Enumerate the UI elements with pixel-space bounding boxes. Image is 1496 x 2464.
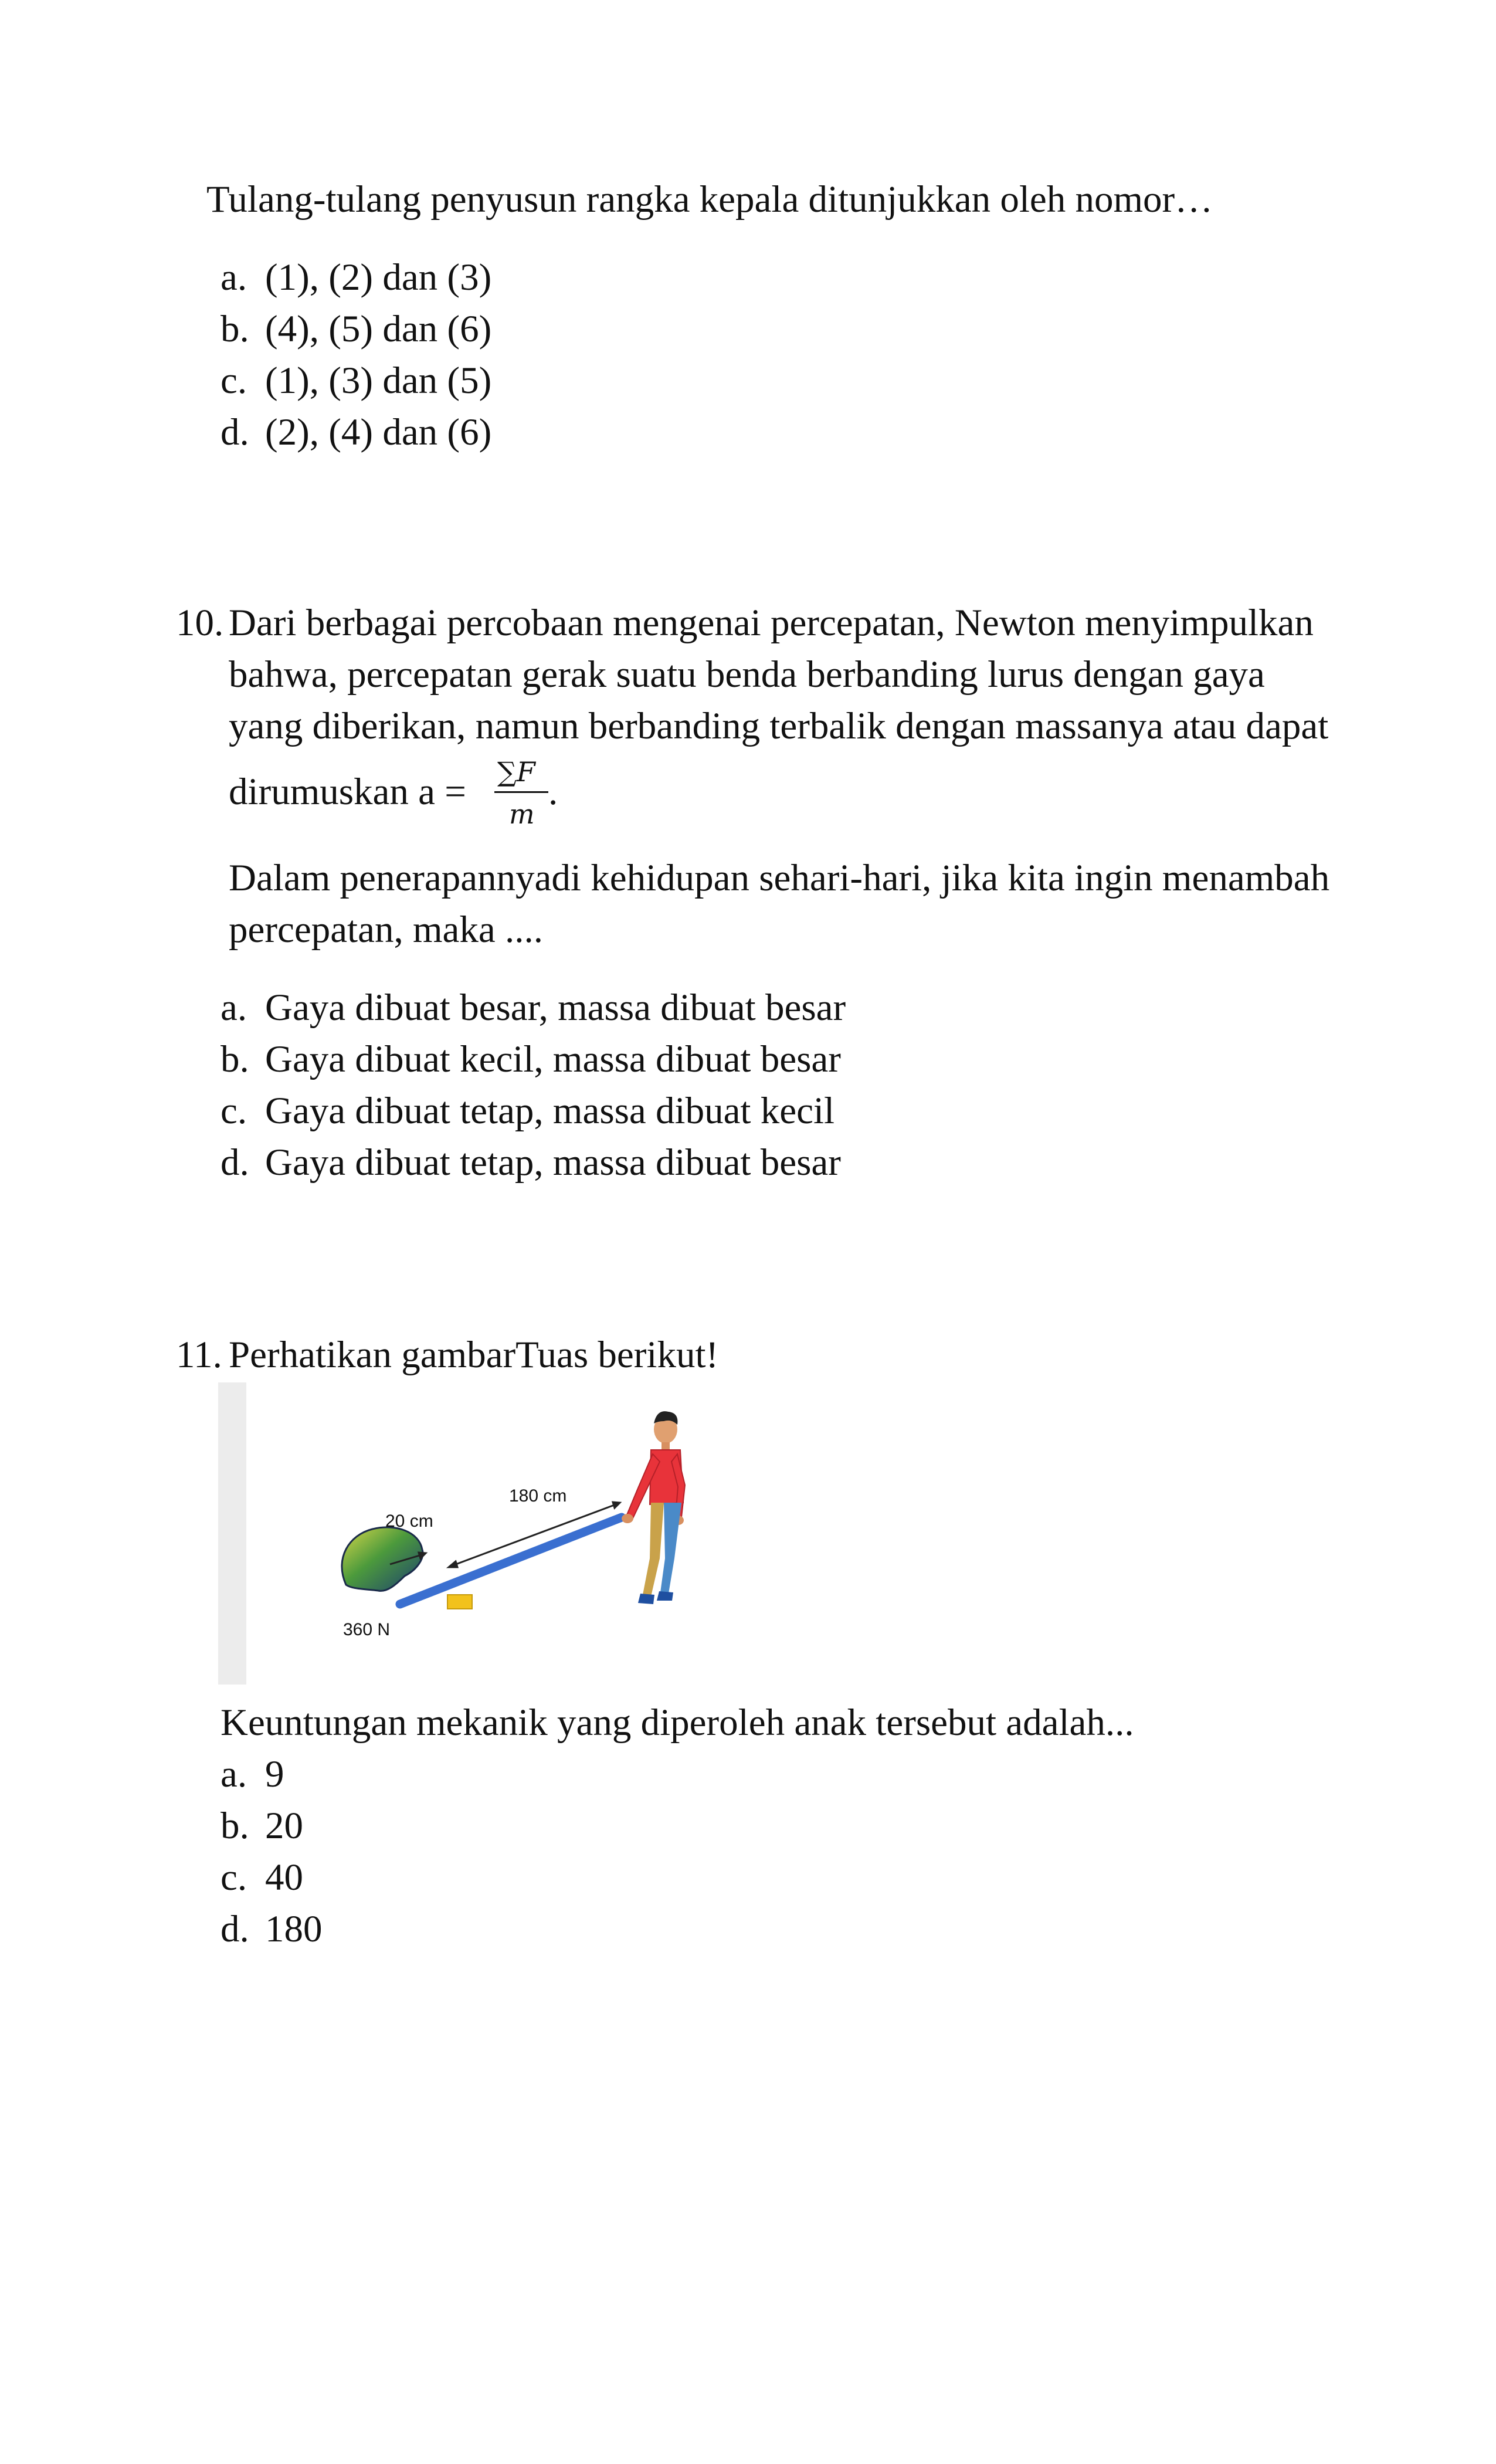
- q9-option-c-text: (1), (3) dan (5): [265, 360, 492, 402]
- q10-line-3: yang diberikan, namun berbanding terbalik dengan massanya atau dapat: [229, 705, 1329, 747]
- q11-stem: Perhatikan gambarTuas berikut!: [229, 1334, 719, 1376]
- q10-prompt-line-2: percepatan, maka ....: [229, 909, 543, 951]
- q9-stem: Tulang-tulang penyusun rangka kepala ditunjukkan oleh nomor…: [206, 178, 1213, 221]
- q11-option-a-letter: a.: [221, 1753, 247, 1795]
- long-arm-dimension: [449, 1502, 620, 1567]
- q10-option-d-letter: d.: [221, 1141, 249, 1184]
- q10-formula-fraction-bar: [494, 791, 548, 793]
- q10-formula-suffix: .: [548, 771, 558, 813]
- q11-number: 11.: [176, 1334, 222, 1376]
- q11-option-b-text: 20: [265, 1805, 303, 1847]
- q10-option-b-text: Gaya dibuat kecil, massa dibuat besar: [265, 1038, 841, 1080]
- rock-load: [342, 1527, 423, 1591]
- q11-option-c-letter: c.: [221, 1856, 247, 1899]
- q10-formula-numerator: ∑F: [497, 756, 535, 788]
- q11-option-d-letter: d.: [221, 1908, 249, 1950]
- q9-option-d-text: (2), (4) dan (6): [265, 411, 492, 453]
- q10-option-c-letter: c.: [221, 1090, 247, 1132]
- label-short-arm: 20 cm: [385, 1511, 433, 1531]
- q9-option-a-text: (1), (2) dan (3): [265, 256, 492, 299]
- q10-number: 10.: [176, 602, 224, 644]
- label-long-arm: 180 cm: [509, 1486, 567, 1506]
- q11-option-c-text: 40: [265, 1856, 303, 1899]
- boy-figure: [622, 1411, 685, 1604]
- q9-option-d-letter: d.: [221, 411, 249, 453]
- q10-option-b-letter: b.: [221, 1038, 249, 1080]
- q11-option-a-text: 9: [265, 1753, 284, 1795]
- fulcrum: [447, 1595, 472, 1609]
- q11-option-b-letter: b.: [221, 1805, 249, 1847]
- q10-line-2: bahwa, percepatan gerak suatu benda berbanding lurus dengan gaya: [229, 653, 1265, 696]
- q11-option-d-text: 180: [265, 1908, 323, 1950]
- q9-option-b-text: (4), (5) dan (6): [265, 308, 492, 350]
- label-load: 360 N: [343, 1620, 391, 1639]
- q10-option-c-text: Gaya dibuat tetap, massa dibuat kecil: [265, 1090, 835, 1132]
- figure-margin-bar: [218, 1382, 246, 1685]
- q9-option-c-letter: c.: [221, 360, 247, 402]
- q10-prompt-line-1: Dalam penerapannyadi kehidupan sehari-hari, jika kita ingin menambah: [229, 857, 1330, 899]
- q10-line-1: Dari berbagai percobaan mengenai percepatan, Newton menyimpulkan: [229, 602, 1314, 644]
- q9-option-a-letter: a.: [221, 256, 247, 299]
- q9-option-b-letter: b.: [221, 308, 249, 350]
- q10-formula-prefix: dirumuskan a =: [229, 771, 466, 813]
- lever-figure: [246, 1382, 774, 1685]
- q11-question: Keuntungan mekanik yang diperoleh anak tersebut adalah...: [221, 1702, 1134, 1744]
- q10-formula-denominator: m: [509, 798, 535, 830]
- q10-option-d-text: Gaya dibuat tetap, massa dibuat besar: [265, 1141, 841, 1184]
- q10-option-a-letter: a.: [221, 987, 247, 1029]
- q10-option-a-text: Gaya dibuat besar, massa dibuat besar: [265, 987, 846, 1029]
